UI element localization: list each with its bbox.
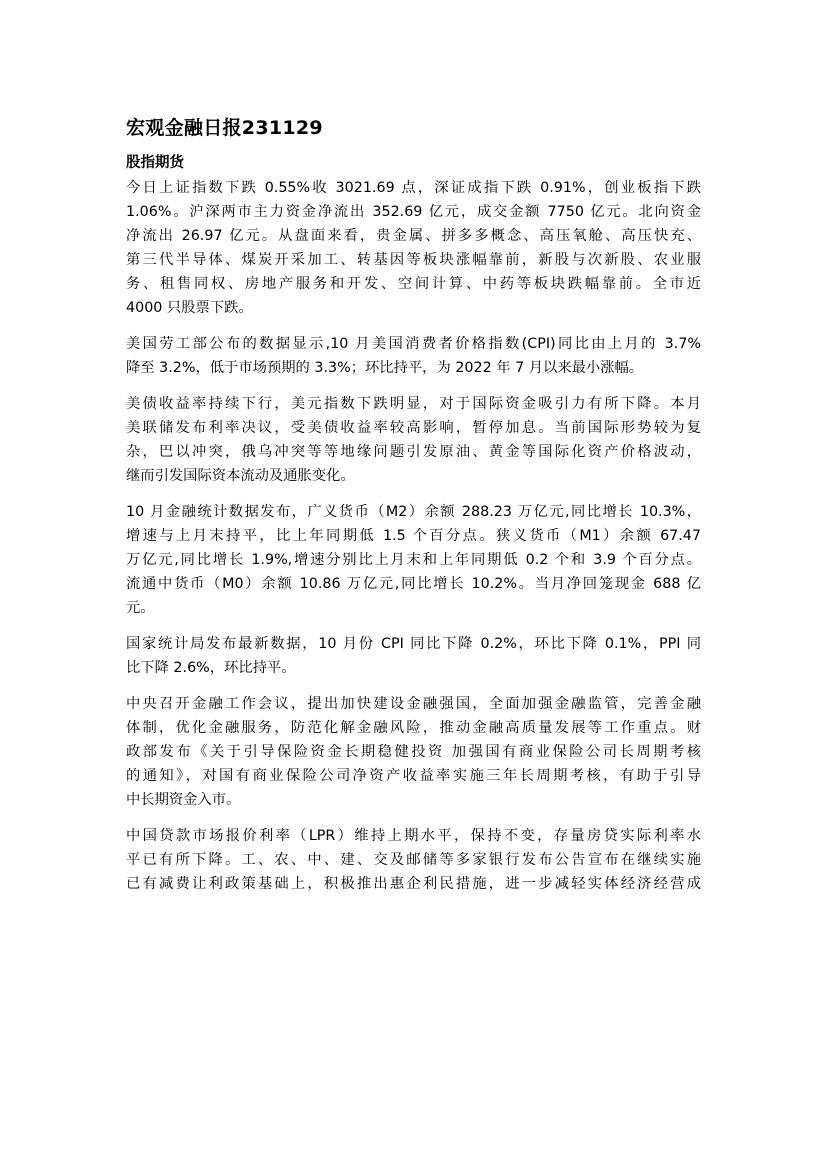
paragraph-1-line-2: 1.06%。沪深两市主力资金净流出 352.69 亿元，成交金额 7750 亿元。北向资金: [126, 204, 701, 220]
paragraph-5-line-1: 国家统计局发布最新数据，10 月份 CPI 同比下降 0.2%，环比下降 0.1%，PPI 同: [126, 636, 701, 652]
paragraph-1-line-4: 第三代半导体、煤炭开采加工、转基因等板块涨幅靠前，新股与次新股、农业服: [126, 252, 701, 268]
paragraph-1-line-3: 净流出 26.97 亿元。从盘面来看，贵金属、拼多多概念、高压氧舱、高压快充、: [126, 228, 701, 244]
paragraph-6-line-3: 政部发布《关于引导保险资金长期稳健投资 加强国有商业保险公司长周期考核: [126, 744, 701, 760]
paragraph-4-line-1: 10 月金融统计数据发布，广义货币（M2）余额 288.23 万亿元,同比增长 10.3%，: [126, 504, 701, 520]
paragraph-4-line-2: 增速与上月末持平，比上年同期低 1.5 个百分点。狭义货币（M1）余额 67.47: [126, 528, 701, 544]
paragraph-6-line-1: 中央召开金融工作会议，提出加快建设金融强国，全面加强金融监管，完善金融: [126, 696, 701, 712]
paragraph-3-line-3: 杂，巴以冲突，俄乌冲突等等地缘问题引发原油、黄金等国际化资产价格波动，: [126, 444, 701, 460]
paragraph-6-line-5: 中长期资金入市。: [126, 792, 241, 808]
paragraph-1-line-5: 务、租售同权、房地产服务和开发、空间计算、中药等板块跌幅靠前。全市近: [126, 276, 701, 292]
paragraph-2-line-1: 美国劳工部公布的数据显示,10 月美国消费者价格指数(CPI)同比由上月的 3.7%: [126, 336, 701, 352]
paragraph-6-line-2: 体制，优化金融服务，防范化解金融风险，推动金融高质量发展等工作重点。财: [126, 720, 701, 736]
paragraph-4-line-3: 万亿元,同比增长 1.9%,增速分别比上月末和上年同期低 0.2 个和 3.9 个百分点。: [126, 552, 701, 568]
paragraph-7-line-2: 平已有所下降。工、农、中、建、交及邮储等多家银行发布公告宣布在继续实施: [126, 852, 701, 868]
paragraph-1-line-1: 今日上证指数下跌 0.55%收 3021.69 点，深证成指下跌 0.91%，创业板指下跌: [126, 180, 701, 196]
paragraph-6-line-4: 的通知》，对国有商业保险公司净资产收益率实施三年长周期考核，有助于引导: [126, 768, 701, 784]
paragraph-5-line-2: 比下降 2.6%，环比持平。: [126, 660, 296, 676]
paragraph-3-line-1: 美债收益率持续下行，美元指数下跌明显，对于国际资金吸引力有所下降。本月: [126, 396, 701, 412]
section-heading: 股指期货: [126, 155, 184, 171]
paragraph-2-line-2: 降至 3.2%，低于市场预期的 3.3%；环比持平，为 2022 年 7 月以来最小涨幅。: [126, 360, 644, 376]
paragraph-3-line-4: 继而引发国际资本流动及通胀变化。: [126, 468, 355, 484]
paragraph-1-line-6: 4000 只股票下跌。: [126, 300, 253, 316]
paragraph-7-line-1: 中国贷款市场报价利率（LPR）维持上期水平，保持不变，存量房贷实际利率水: [126, 828, 701, 844]
paragraph-7-line-3: 已有减费让利政策基础上，积极推出惠企利民措施，进一步减轻实体经济经营成: [126, 876, 701, 892]
paragraph-4-line-5: 元。: [126, 600, 155, 616]
paragraph-4-line-4: 流通中货币（M0）余额 10.86 万亿元,同比增长 10.2%。当月净回笼现金 688 亿: [126, 576, 701, 592]
page-title: 宏观金融日报231129: [126, 117, 323, 139]
paragraph-3-line-2: 美联储发布利率决议，受美债收益率较高影响，暂停加息。当前国际形势较为复: [126, 420, 701, 436]
